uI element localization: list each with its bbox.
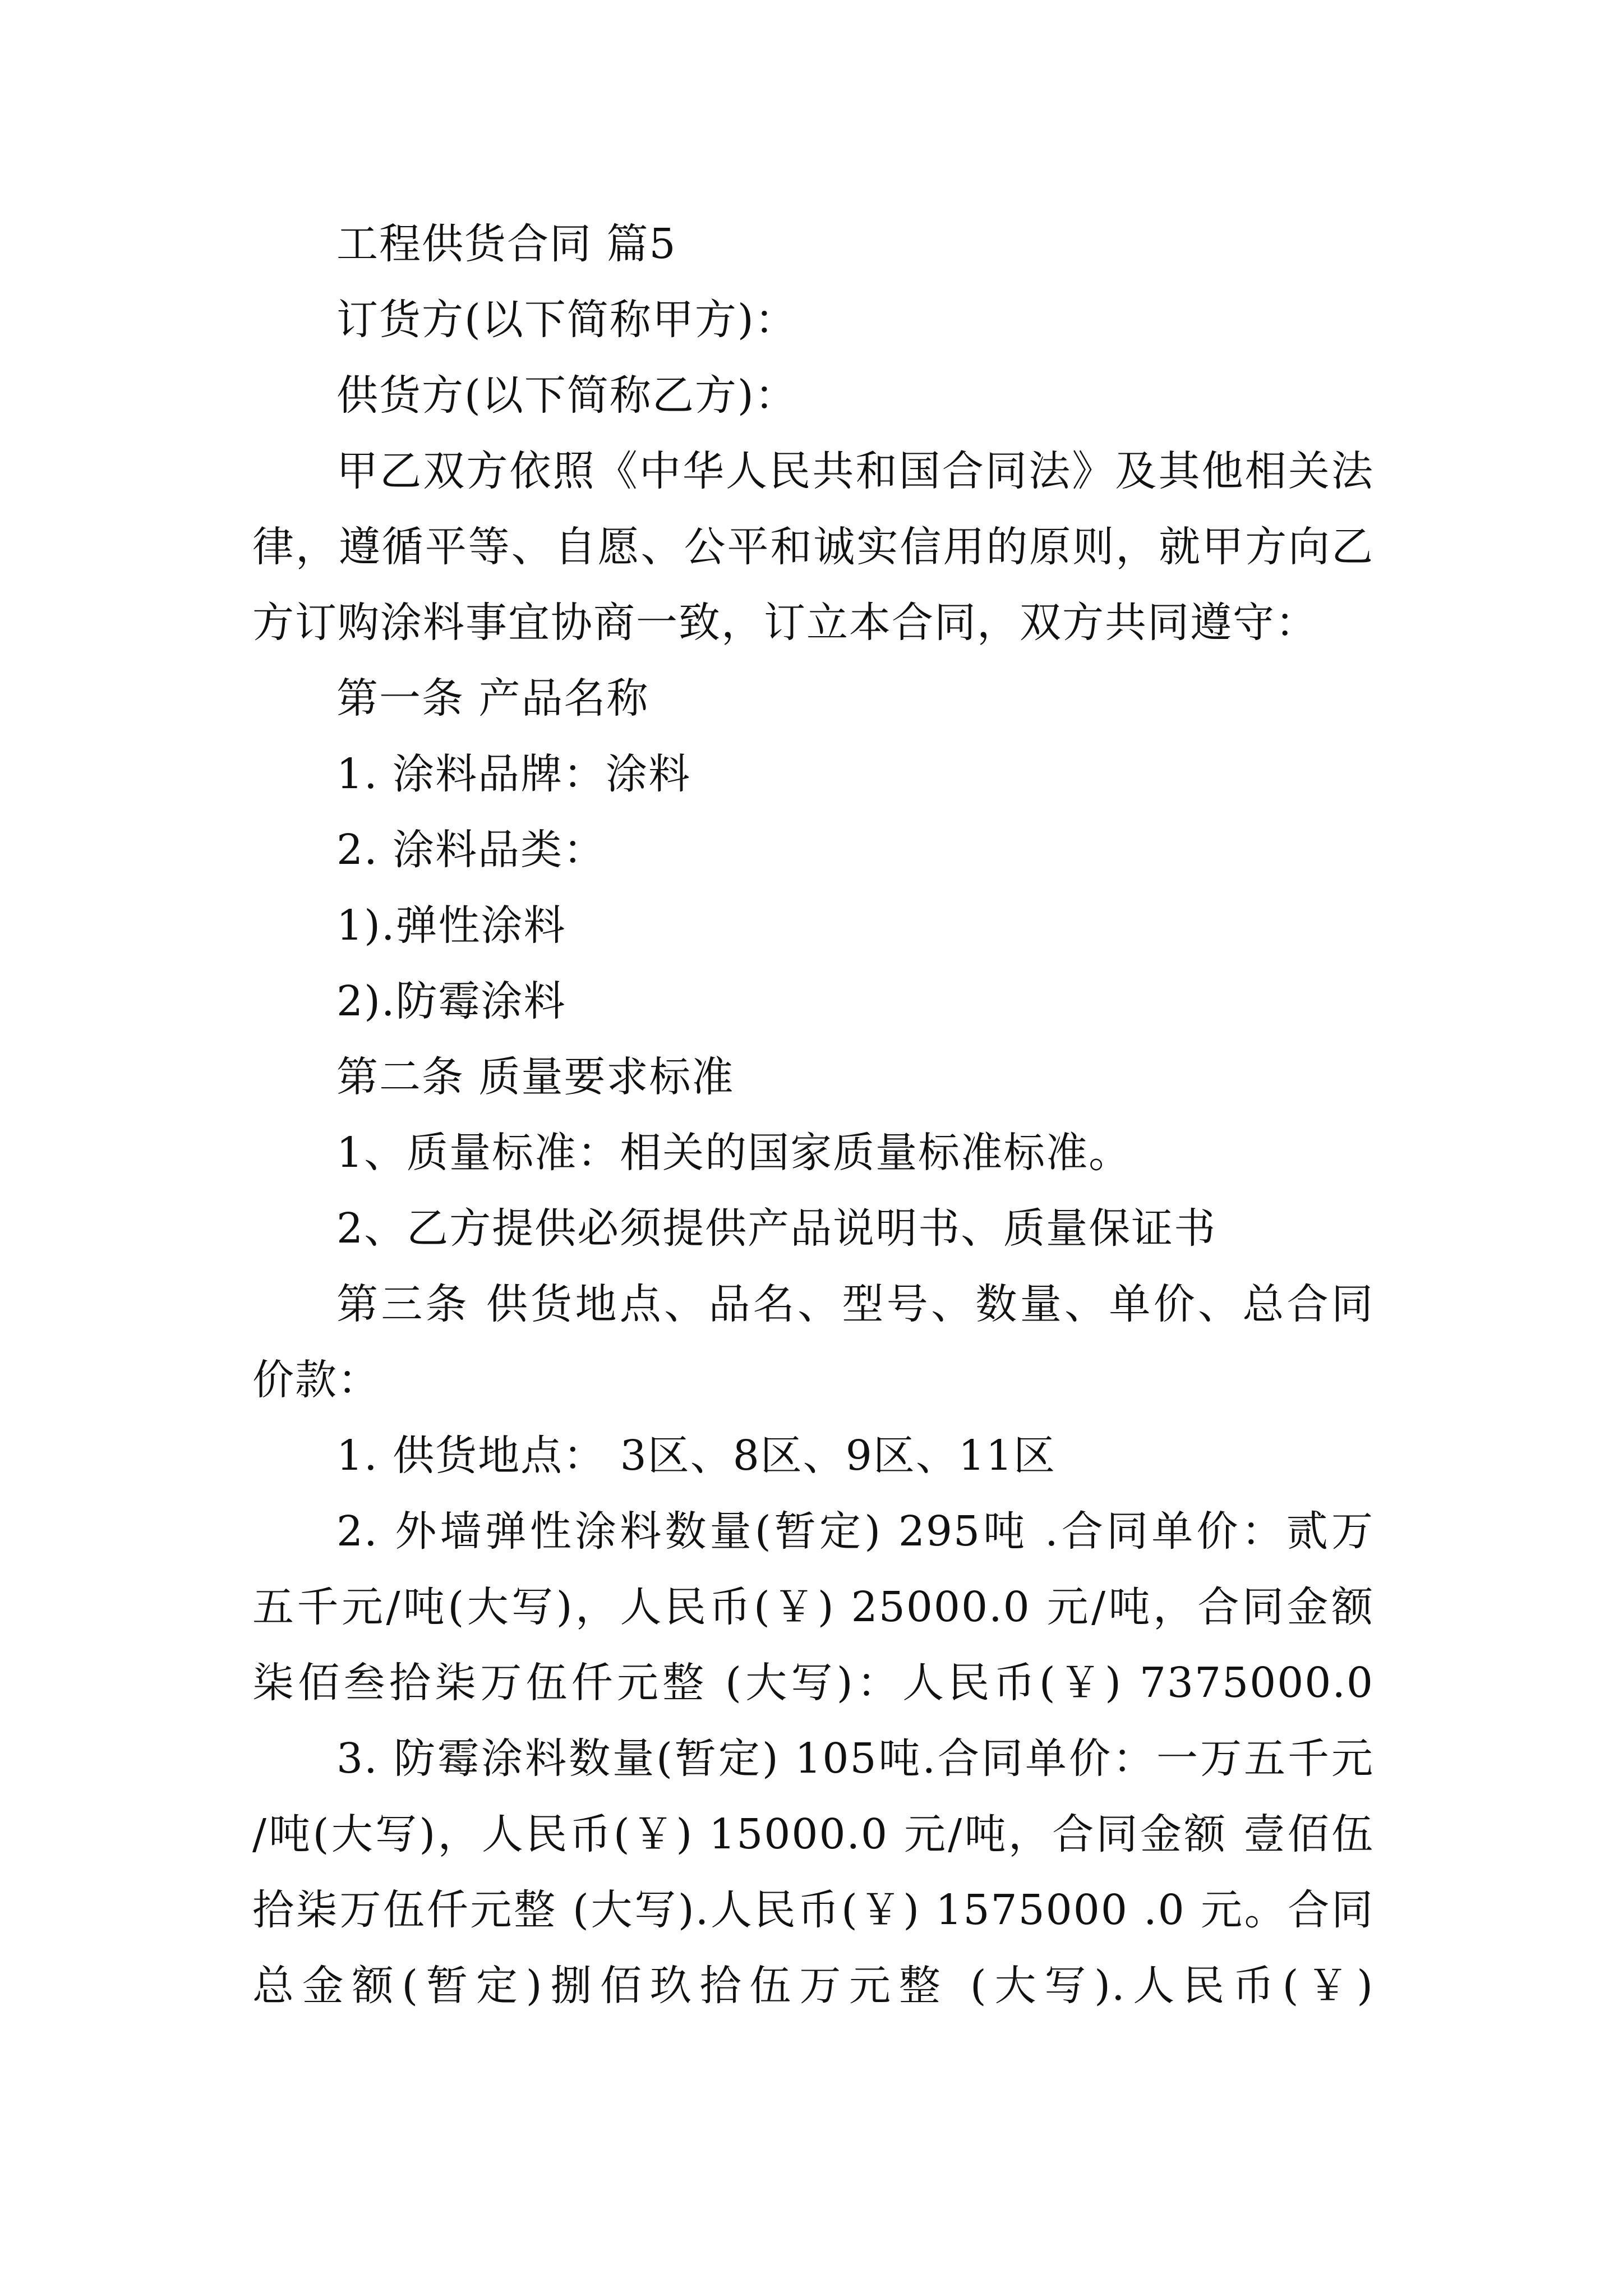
list-item: 1. 涂料品牌：涂料 xyxy=(336,750,691,798)
list-item: 1、质量标准：相关的国家质量标准标准。 xyxy=(336,1129,1132,1177)
list-item: 2).防霉涂料 xyxy=(336,977,566,1025)
supplier-line: 供货方(以下简称乙方)： xyxy=(336,371,797,420)
paragraph-line: 甲乙双方依照《中华人民共和国合同法》及其他相关法 xyxy=(336,447,1374,495)
paragraph-line: /吨(大写)，人民币(￥) 15000.0 元/吨，合同金额 壹佰伍 xyxy=(252,1810,1374,1858)
section-heading: 工程供货合同 篇5 xyxy=(336,220,677,268)
list-item: 3. 防霉涂料数量(暂定) 105吨.合同单价：一万五千元 xyxy=(336,1734,1374,1783)
article-heading: 第三条 供货地点、品名、型号、数量、单价、总合同 xyxy=(336,1280,1374,1328)
buyer-line: 订货方(以下简称甲方)： xyxy=(336,296,797,344)
list-item: 2. 外墙弹性涂料数量(暂定) 295吨 .合同单价：贰万 xyxy=(336,1507,1374,1556)
paragraph-line: 价款： xyxy=(252,1356,380,1404)
list-item: 2、乙方提供必须提供产品说明书、质量保证书 xyxy=(336,1204,1217,1253)
article-heading: 第二条 质量要求标准 xyxy=(336,1053,735,1101)
paragraph-line: 总金额(暂定)捌佰玖拾伍万元整 (大写).人民币(￥) xyxy=(252,1962,1374,2010)
list-item: 2. 涂料品类： xyxy=(336,826,606,874)
paragraph-line: 方订购涂料事宜协商一致，订立本合同，双方共同遵守： xyxy=(252,599,1318,647)
list-item: 1).弹性涂料 xyxy=(336,901,566,950)
list-item: 1. 供货地点： 3区、8区、9区、11区 xyxy=(336,1432,1057,1480)
paragraph-line: 拾柒万伍仟元整 (大写).人民币(￥) 1575000 .0 元。合同 xyxy=(252,1886,1374,1934)
paragraph-line: 柒佰叁拾柒万伍仟元整 (大写)：人民币(￥) 7375000.0 xyxy=(252,1659,1374,1707)
paragraph-line: 律，遵循平等、自愿、公平和诚实信用的原则，就甲方向乙 xyxy=(252,523,1374,571)
article-heading: 第一条 产品名称 xyxy=(336,674,649,723)
paragraph-line: 五千元/吨(大写)，人民币(￥) 25000.0 元/吨，合同金额 xyxy=(252,1583,1374,1631)
